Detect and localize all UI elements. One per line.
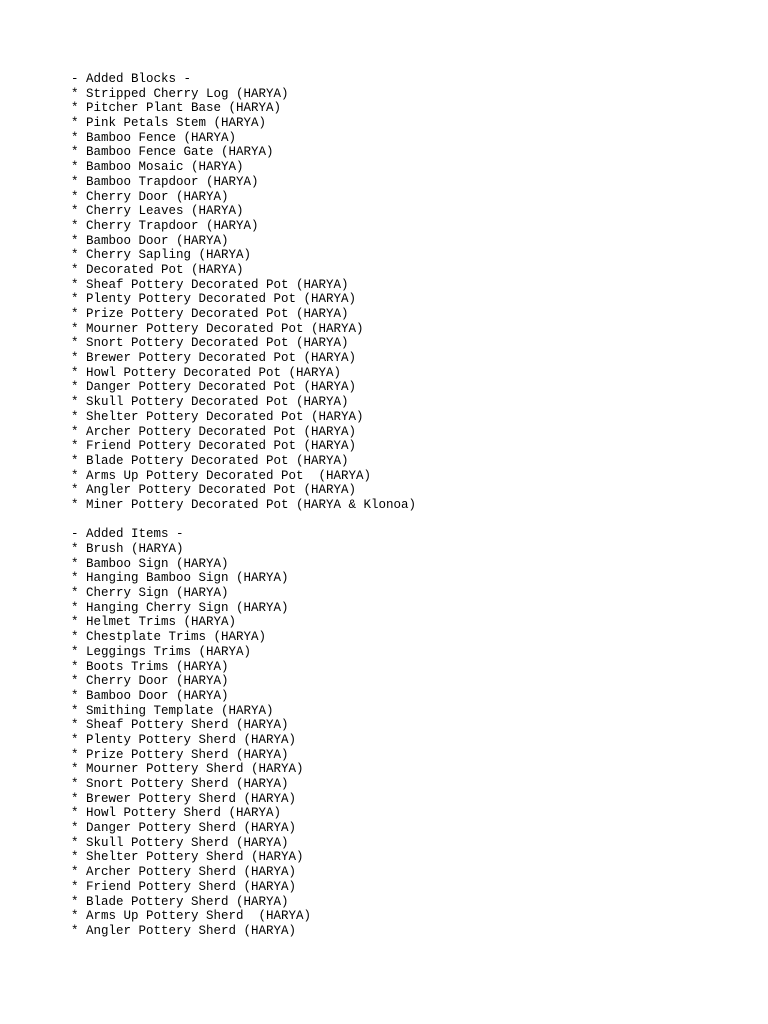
list-item: * Brewer Pottery Decorated Pot (HARYA): [71, 351, 357, 366]
list-item: * Chestplate Trims (HARYA): [71, 630, 267, 645]
list-item: * Brush (HARYA): [71, 542, 184, 556]
list-item: * Cherry Trapdoor (HARYA): [71, 218, 259, 233]
list-item: * Angler Pottery Decorated Pot (HARYA): [71, 483, 357, 498]
list-item: * Bamboo Fence Gate (HARYA): [71, 145, 274, 160]
list-item: * Cherry Sign (HARYA): [71, 586, 229, 601]
list-item: * Skull Pottery Decorated Pot (HARYA): [71, 395, 349, 410]
list-item: * Blade Pottery Decorated Pot (HARYA): [71, 453, 349, 468]
list-item: * Shelter Pottery Sherd (HARYA): [71, 850, 304, 865]
list-item: * Pitcher Plant Base (HARYA): [71, 101, 282, 116]
list-item: * Boots Trims (HARYA): [71, 659, 229, 674]
list-item: * Howl Pottery Decorated Pot (HARYA): [71, 365, 342, 380]
list-item: * Bamboo Sign (HARYA): [71, 556, 229, 571]
list-item: * Cherry Leaves (HARYA): [71, 204, 244, 219]
list-item: * Howl Pottery Sherd (HARYA): [71, 806, 282, 821]
list-item: * Skull Pottery Sherd (HARYA): [71, 835, 289, 850]
list-item: * Prize Pottery Decorated Pot (HARYA): [71, 307, 349, 321]
list-item: * Snort Pottery Sherd (HARYA): [71, 777, 289, 791]
added-blocks-section: [71, 72, 751, 513]
list-item: * Arms Up Pottery Sherd (HARYA): [71, 909, 312, 924]
list-item: * Friend Pottery Sherd (HARYA): [71, 879, 297, 894]
list-item: * Hanging Bamboo Sign (HARYA): [71, 571, 289, 586]
list-item: * Snort Pottery Decorated Pot (HARYA): [71, 336, 349, 351]
section-heading: - Added Blocks -: [71, 72, 192, 86]
list-item: * Brewer Pottery Sherd (HARYA): [71, 791, 297, 806]
list-item: * Danger Pottery Decorated Pot (HARYA): [71, 380, 357, 395]
list-item: * Bamboo Door (HARYA): [71, 233, 229, 248]
changelog-document: [71, 72, 751, 939]
list-item: * Sheaf Pottery Decorated Pot (HARYA): [71, 277, 349, 292]
list-item: * Archer Pottery Decorated Pot (HARYA): [71, 424, 357, 439]
added-blocks-list: [71, 87, 751, 513]
list-item: * Mourner Pottery Decorated Pot (HARYA): [71, 321, 364, 336]
added-items-section: [71, 527, 751, 938]
list-item: * Bamboo Trapdoor (HARYA): [71, 174, 259, 189]
list-item: * Stripped Cherry Log (HARYA): [71, 86, 289, 101]
list-item: * Archer Pottery Sherd (HARYA): [71, 865, 297, 880]
list-item: * Prize Pottery Sherd (HARYA): [71, 747, 289, 762]
list-item: * Shelter Pottery Decorated Pot (HARYA): [71, 409, 364, 424]
list-item: * Smithing Template (HARYA): [71, 703, 274, 718]
list-item: * Hanging Cherry Sign (HARYA): [71, 600, 289, 615]
list-item: * Sheaf Pottery Sherd (HARYA): [71, 718, 289, 733]
added-items-list: [71, 542, 751, 939]
list-item: * Cherry Door (HARYA): [71, 189, 229, 204]
list-item: * Bamboo Mosaic (HARYA): [71, 160, 244, 175]
list-item: * Blade Pottery Sherd (HARYA): [71, 894, 289, 909]
list-item: * Helmet Trims (HARYA): [71, 615, 237, 630]
list-item: * Leggings Trims (HARYA): [71, 644, 252, 659]
list-item: * Pink Petals Stem (HARYA): [71, 116, 267, 131]
section-spacer: [71, 513, 751, 528]
list-item: * Danger Pottery Sherd (HARYA): [71, 821, 297, 836]
section-heading: - Added Items -: [71, 527, 184, 542]
list-item: * Cherry Sapling (HARYA): [71, 248, 252, 263]
list-item: * Bamboo Door (HARYA): [71, 688, 229, 703]
list-item: * Mourner Pottery Sherd (HARYA): [71, 762, 304, 777]
list-item: * Cherry Door (HARYA): [71, 674, 229, 689]
list-item: * Bamboo Fence (HARYA): [71, 130, 237, 145]
list-item: * Plenty Pottery Decorated Pot (HARYA): [71, 292, 357, 307]
list-item: * Plenty Pottery Sherd (HARYA): [71, 732, 297, 747]
list-item: * Angler Pottery Sherd (HARYA): [71, 923, 297, 938]
list-item: * Miner Pottery Decorated Pot (HARYA & Klonoa): [71, 497, 417, 512]
list-item: * Arms Up Pottery Decorated Pot (HARYA): [71, 468, 372, 483]
list-item: * Friend Pottery Decorated Pot (HARYA): [71, 439, 357, 454]
list-item: * Decorated Pot (HARYA): [71, 262, 244, 277]
